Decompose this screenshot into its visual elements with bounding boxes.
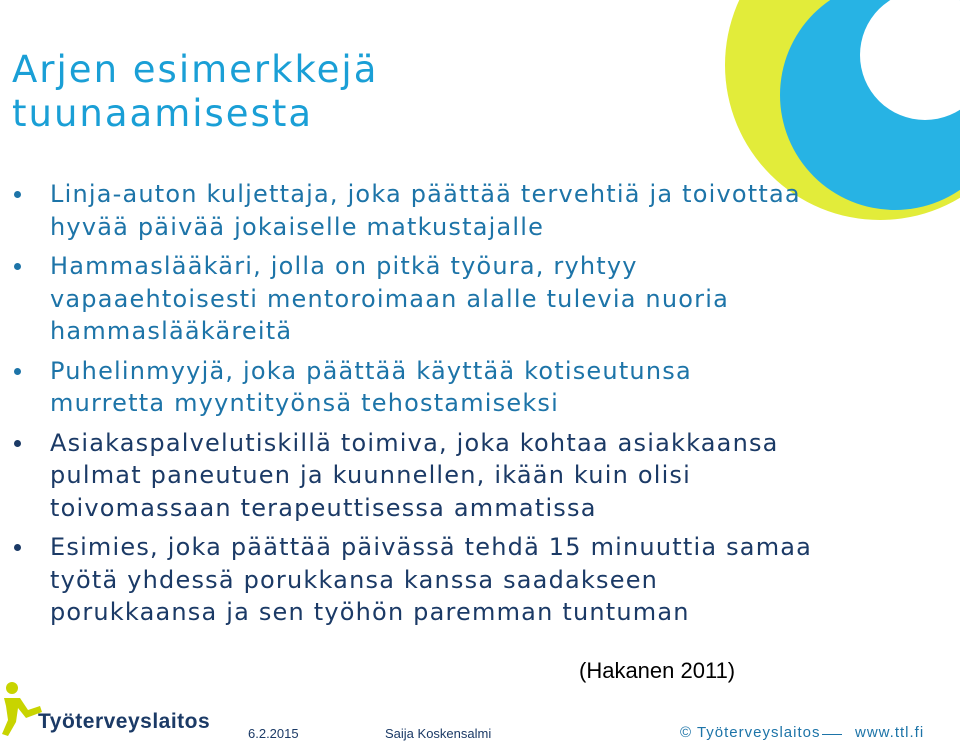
- bullet-text: Asiakaspalvelutiskillä toimiva, joka kohtaa asiakkaansa pulmat paneutuen ja kuunnellen, ikään kuin olisi toivomassaan terapeuttisessa ammatissa: [50, 428, 779, 522]
- bullet-item: [0, 250, 870, 348]
- footer-copyright: © Työterveyslaitos: [680, 724, 821, 741]
- bullet-item: [0, 178, 870, 243]
- bullet-item: [0, 427, 870, 525]
- bullet-text: Puhelinmyyjä, joka päättää käyttää kotiseutunsa murretta myyntityönsä tehostamiseksi: [50, 356, 692, 417]
- bullet-dot-icon: [14, 368, 21, 375]
- bullet-dot-icon: [14, 440, 21, 447]
- footer-date: 6.2.2015: [248, 726, 299, 741]
- bullet-dot-icon: [14, 263, 21, 270]
- footer-url-link[interactable]: www.ttl.fi: [855, 724, 925, 741]
- bullet-list: [0, 178, 900, 636]
- footer-author: Saija Koskensalmi: [385, 726, 492, 741]
- logo-wordmark: Työterveyslaitos: [38, 710, 211, 733]
- bullet-text: Esimies, joka päättää päivässä tehdä 15 minuuttia samaa työtä yhdessä porukkansa kanssa saadakseen porukkaansa ja sen työhön paremman tuntuman: [50, 533, 813, 626]
- bullet-text: Linja-auton kuljettaja, joka päättää tervehtiä ja toivottaa hyvää päivää jokaiselle matkustajalle: [50, 180, 801, 241]
- footer-divider: [822, 734, 842, 735]
- slide-title: Arjen esimerkkejä tuunaamisesta: [12, 48, 379, 135]
- bullet-text: Hammaslääkäri, jolla on pitkä työura, ryhtyy vapaaehtoisesti mentoroimaan alalle tulevia nuoria hammaslääkäreitä: [50, 252, 729, 345]
- bullet-dot-icon: [14, 544, 21, 551]
- bullet-item: [0, 531, 870, 629]
- bullet-dot-icon: [14, 191, 21, 198]
- bullet-item: [0, 355, 870, 420]
- citation: (Hakanen 2011): [579, 658, 736, 683]
